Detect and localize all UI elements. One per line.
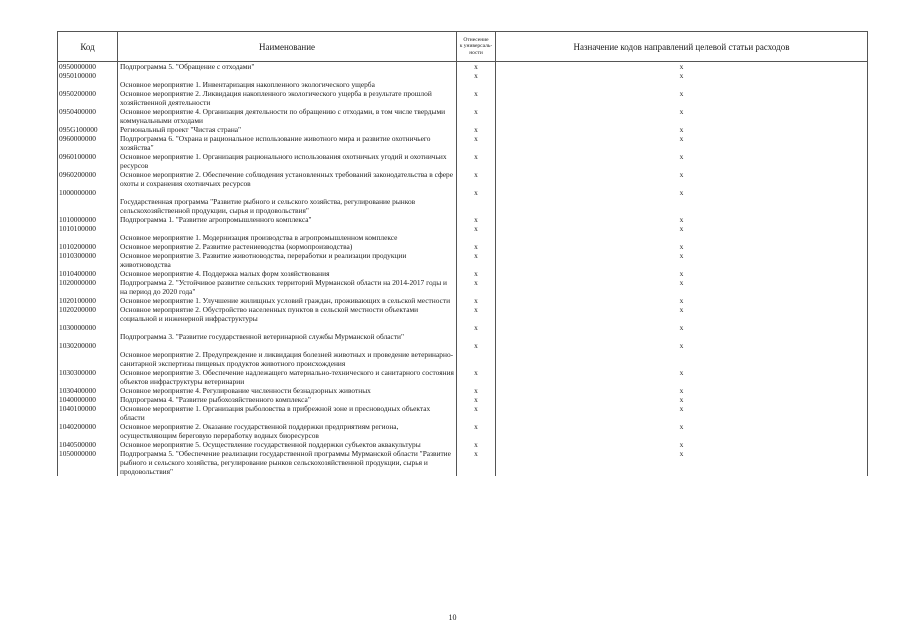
row-code: 0960000000 — [58, 134, 118, 152]
row-universality-mark: x — [457, 341, 496, 368]
row-name-text: Основное мероприятие 1. Модернизация производства в агропромышленном комплексе — [120, 233, 398, 242]
row-destination-mark: x — [496, 134, 868, 152]
row-code: 1040200000 — [58, 422, 118, 440]
row-code: 1040500000 — [58, 440, 118, 449]
table-row — [58, 449, 868, 476]
row-name: Подпрограмма 5. "Обеспечение реализации государственной программы Мурманской области "Развитие рыбного и сельского хозяйства, регулирование рынков сельскохозяйственной продукции, сырья и продовольствия" — [118, 449, 457, 476]
row-destination-mark: x — [496, 152, 868, 170]
row-code: 1010300000 — [58, 251, 118, 269]
column-header-universality-line: к универсаль- — [459, 43, 493, 50]
table-row — [58, 341, 868, 368]
row-code: 1010200000 — [58, 242, 118, 251]
table-row — [58, 440, 868, 449]
row-destination-mark: x — [496, 404, 868, 422]
table-row — [58, 125, 868, 134]
table-row — [58, 188, 868, 215]
row-universality-mark: x — [457, 89, 496, 107]
row-destination-mark: x — [496, 341, 868, 368]
table-row — [58, 323, 868, 341]
table-row — [58, 107, 868, 125]
row-universality-mark: x — [457, 170, 496, 188]
table-row — [58, 368, 868, 386]
table-row — [58, 170, 868, 188]
row-name-text: Подпрограмма 3. "Развитие государственной ветеринарной службы Мурманской области" — [120, 332, 405, 341]
row-universality-mark: x — [457, 71, 496, 89]
row-destination-mark: x — [496, 449, 868, 476]
table-row — [58, 215, 868, 224]
row-spacer — [120, 224, 454, 233]
row-name: Основное мероприятие 3. Развитие животноводства, переработки и реализации продукции животноводства — [118, 251, 457, 269]
row-destination-mark: x — [496, 323, 868, 341]
row-universality-mark: x — [457, 152, 496, 170]
row-name: Подпрограмма 6. "Охрана и рациональное использование животного мира и развитие охотничьего хозяйства" — [118, 134, 457, 152]
row-name — [118, 323, 457, 341]
table-row — [58, 386, 868, 395]
row-name: Подпрограмма 4. "Развитие рыбохозяйственного комплекса" — [118, 395, 457, 404]
row-name — [118, 188, 457, 215]
row-destination-mark: x — [496, 368, 868, 386]
row-destination-mark: x — [496, 125, 868, 134]
row-universality-mark: x — [457, 296, 496, 305]
row-destination-mark: x — [496, 305, 868, 323]
column-header-destination: Назначение кодов направлений целевой статьи расходов — [496, 32, 868, 62]
table-row — [58, 224, 868, 242]
row-destination-mark: x — [496, 269, 868, 278]
row-code: 0950100000 — [58, 71, 118, 89]
row-name: Основное мероприятие 4. Поддержка малых форм хозяйствования — [118, 269, 457, 278]
row-name: Основное мероприятие 2. Оказание государственной поддержки предприятиям региона, осуществляющим береговую переработку водных биоресурсов — [118, 422, 457, 440]
row-destination-mark: x — [496, 251, 868, 269]
row-code: 1020100000 — [58, 296, 118, 305]
row-universality-mark: x — [457, 188, 496, 215]
row-code: 1030000000 — [58, 323, 118, 341]
row-code: 1020000000 — [58, 278, 118, 296]
row-universality-mark: x — [457, 305, 496, 323]
row-code: 0950000000 — [58, 62, 118, 72]
row-universality-mark: x — [457, 215, 496, 224]
table-body — [58, 62, 868, 477]
row-name: Основное мероприятие 1. Организация рационального использования охотничьих угодий и охотничьих ресурсов — [118, 152, 457, 170]
row-destination-mark: x — [496, 71, 868, 89]
row-universality-mark: x — [457, 125, 496, 134]
row-destination-mark: x — [496, 386, 868, 395]
row-code: 1010100000 — [58, 224, 118, 242]
row-code: 095G100000 — [58, 125, 118, 134]
table-header-row — [58, 32, 868, 62]
row-universality-mark: x — [457, 449, 496, 476]
row-universality-mark: x — [457, 368, 496, 386]
row-spacer — [120, 323, 454, 332]
row-code: 1040100000 — [58, 404, 118, 422]
table-row — [58, 404, 868, 422]
row-universality-mark: x — [457, 242, 496, 251]
row-universality-mark: x — [457, 62, 496, 72]
row-name: Основное мероприятие 4. Регулирование численности безнадзорных животных — [118, 386, 457, 395]
row-destination-mark: x — [496, 107, 868, 125]
row-code: 0960100000 — [58, 152, 118, 170]
row-name: Подпрограмма 2. "Устойчивое развитие сельских территорий Мурманской области на 2014-2017 годы и на период до 2020 года" — [118, 278, 457, 296]
row-name: Региональный проект "Чистая страна" — [118, 125, 457, 134]
row-destination-mark: x — [496, 170, 868, 188]
row-universality-mark: x — [457, 224, 496, 242]
row-name: Основное мероприятие 3. Обеспечение надлежащего материально-технического и санитарного состояния объектов инфраструктуры ветеринарии — [118, 368, 457, 386]
row-universality-mark: x — [457, 134, 496, 152]
row-name: Основное мероприятие 1. Улучшение жилищных условий граждан, проживающих в сельской местности — [118, 296, 457, 305]
row-destination-mark: x — [496, 242, 868, 251]
row-universality-mark: x — [457, 422, 496, 440]
table-row — [58, 62, 868, 72]
table-row — [58, 422, 868, 440]
row-destination-mark: x — [496, 224, 868, 242]
table-row — [58, 278, 868, 296]
table-row — [58, 305, 868, 323]
row-name — [118, 71, 457, 89]
row-code: 1050000000 — [58, 449, 118, 476]
column-header-universality-line: Отнесение — [463, 36, 489, 43]
row-destination-mark: x — [496, 422, 868, 440]
row-destination-mark: x — [496, 62, 868, 72]
row-code: 0950200000 — [58, 89, 118, 107]
row-destination-mark: x — [496, 278, 868, 296]
row-name: Основное мероприятие 2. Развитие растениеводства (кормопроизводства) — [118, 242, 457, 251]
row-code: 1010000000 — [58, 215, 118, 224]
row-name: Основное мероприятие 1. Организация рыболовства в прибрежной зоне и пресноводных объектах области — [118, 404, 457, 422]
table-row — [58, 71, 868, 89]
row-code: 1010400000 — [58, 269, 118, 278]
column-header-universality-line: ности — [469, 49, 483, 56]
table-row — [58, 89, 868, 107]
row-code: 0950400000 — [58, 107, 118, 125]
table-row — [58, 134, 868, 152]
column-header-code: Код — [58, 32, 118, 62]
row-name: Подпрограмма 1. "Развитие агропромышленного комплекса" — [118, 215, 457, 224]
column-header-name: Наименование — [118, 32, 457, 62]
row-name-text: Государственная программа "Развитие рыбного и сельского хозяйства, регулирование рынков сельскохозяйственной продукции, сырья и продовольствия" — [120, 197, 416, 215]
row-code: 1020200000 — [58, 305, 118, 323]
row-destination-mark: x — [496, 440, 868, 449]
target-expense-codes-table — [57, 31, 868, 476]
row-name: Основное мероприятие 2. Обустройство населенных пунктов в сельской местности объектами социальной и инженерной инфраструктуры — [118, 305, 457, 323]
row-universality-mark: x — [457, 269, 496, 278]
row-destination-mark: x — [496, 188, 868, 215]
table-row — [58, 269, 868, 278]
row-destination-mark: x — [496, 89, 868, 107]
column-header-universality — [457, 32, 496, 62]
row-universality-mark: x — [457, 107, 496, 125]
row-name: Основное мероприятие 2. Обеспечение соблюдения установленных требований законодательства в сфере охоты и сохранения охотничьих ресурсов — [118, 170, 457, 188]
row-code: 0960200000 — [58, 170, 118, 188]
row-universality-mark: x — [457, 395, 496, 404]
row-universality-mark: x — [457, 404, 496, 422]
row-universality-mark: x — [457, 278, 496, 296]
row-code: 1030200000 — [58, 341, 118, 368]
row-universality-mark: x — [457, 323, 496, 341]
row-code: 1000000000 — [58, 188, 118, 215]
row-destination-mark: x — [496, 395, 868, 404]
row-code: 1040000000 — [58, 395, 118, 404]
budget-classification-table-page — [57, 31, 867, 476]
row-universality-mark: x — [457, 386, 496, 395]
table-row — [58, 152, 868, 170]
row-code: 1030400000 — [58, 386, 118, 395]
row-name: Подпрограмма 5. "Обращение с отходами" — [118, 62, 457, 72]
row-universality-mark: x — [457, 440, 496, 449]
row-name: Основное мероприятие 5. Осуществление государственной поддержки субъектов аквакультуры — [118, 440, 457, 449]
row-destination-mark: x — [496, 215, 868, 224]
table-row — [58, 251, 868, 269]
table-row — [58, 395, 868, 404]
page-number: 10 — [448, 613, 457, 622]
table-row — [58, 242, 868, 251]
row-name: Основное мероприятие 4. Организация деятельности по обращению с отходами, в том числе твердыми коммунальными отходами — [118, 107, 457, 125]
row-spacer — [120, 188, 454, 197]
row-name-text: Основное мероприятие 2. Предупреждение и ликвидация болезней животных и проведение ветеринарно-санитарной экспертизы пищевых продуктов животного происхождения — [120, 350, 454, 368]
row-name: Основное мероприятие 2. Ликвидация накопленного экологического ущерба в результате прошлой хозяйственной деятельности — [118, 89, 457, 107]
row-name — [118, 341, 457, 368]
row-name — [118, 224, 457, 242]
row-spacer — [120, 341, 454, 350]
row-spacer — [120, 71, 454, 80]
row-destination-mark: x — [496, 296, 868, 305]
row-code: 1030300000 — [58, 368, 118, 386]
row-name-text: Основное мероприятие 1. Инвентаризация накопленного экологического ущерба — [120, 80, 375, 89]
table-row — [58, 296, 868, 305]
row-universality-mark: x — [457, 251, 496, 269]
